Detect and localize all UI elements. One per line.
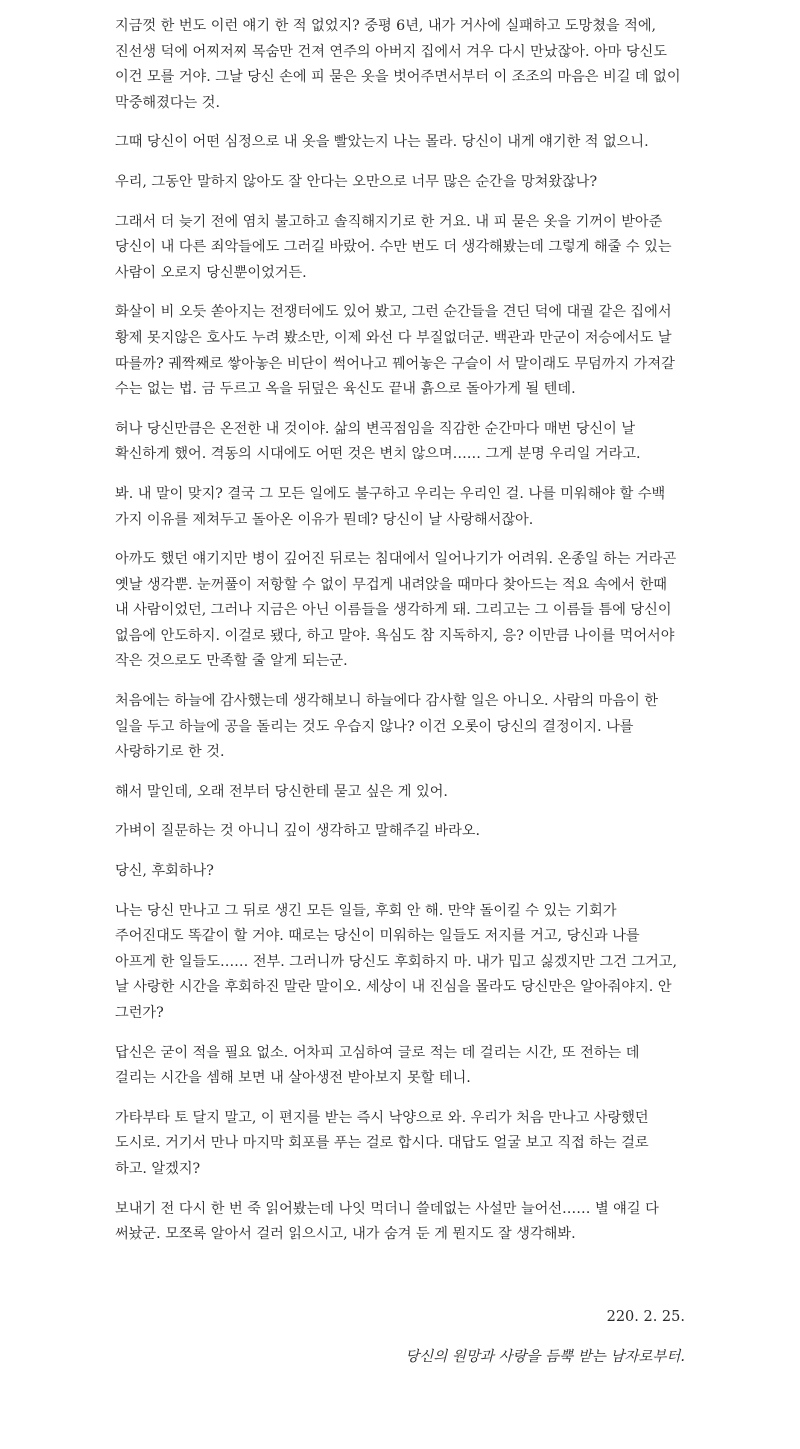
paragraph-13: 나는 당신 만나고 그 뒤로 생긴 모든 일들, 후회 안 해. 만약 돌이킬 수 있는 기회가 주어진대도 똑같이 할 거야. 때로는 당신이 미워하는 일들도 저지를 거고, 당신과 나를 아프게 한 일들도…… 전부. 그러니까 당신도 후회하지 마. 내가 밉고 싫겠지만 그건 그거고, 날 사랑한 시간을 후회하진 말란 말이오. 세상이 내 진심을 몰라도 당신만은 알아줘야지. 안 그런가? [115,902,677,1021]
paragraph-9: 처음에는 하늘에 감사했는데 생각해보니 하늘에다 감사할 일은 아니오. 사람의 마음이 한 일을 두고 하늘에 공을 돌리는 것도 우습지 않나? 이건 오롯이 당신의 결정이지. 나를 사랑하기로 한 것. [115,693,658,761]
paragraph-16: 보내기 전 다시 한 번 죽 읽어봤는데 나잇 먹더니 쓸데없는 사설만 늘어선…… 별 얘길 다 써놨군. 모쪼록 알아서 걸러 읽으시고, 내가 숨겨 둔 게 뭔지도 잘 생각해봐. [115,1200,659,1243]
paragraph-11: 가벼이 질문하는 것 아니니 깊이 생각하고 말해주길 바라오. [115,823,481,840]
paragraph-10: 해서 말인데, 오래 전부터 당신한테 묻고 싶은 게 있어. [115,783,448,800]
paragraph-6: 허나 당신만큼은 온전한 내 것이야. 삶의 변곡점임을 직감한 순간마다 매번 당신이 날 확신하게 했어. 격동의 시대에도 어떤 것은 변치 않으며…… 그게 분명 우리일 거라고. [115,420,641,463]
paragraph-4: 그래서 더 늦기 전에 염치 불고하고 솔직해지기로 한 거요. 내 피 묻은 옷을 기꺼이 받아준 당신이 내 다른 죄악들에도 그러길 바랐어. 수만 번도 더 생각해봤는데 그렇게 해줄 수 있는 사람이 오로지 당신뿐이었거든. [115,213,672,281]
letter-date: 220. 2. 25. [606,1308,685,1325]
paragraph-1: 지금껏 한 번도 이런 얘기 한 적 없었지? 중평 6년, 내가 거사에 실패하고 도망쳤을 적에, 진선생 덕에 어찌저찌 목숨만 건져 연주의 아버지 집에서 겨우 다시 만났잖아. 아마 당신도 이건 모를 거야. 그날 당신 손에 피 묻은 옷을 벗어주면서부터 이 조조의 마음은 비길 데 없이 막중해졌다는 것. [115,18,681,111]
paragraph-8: 아까도 했던 얘기지만 병이 깊어진 뒤로는 침대에서 일어나기가 어려워. 온종일 하는 거라곤 옛날 생각뿐. 눈꺼풀이 저항할 수 없이 무겁게 내려앉을 때마다 찾아드는 적요 속에서 한때 내 사람이었던, 그러나 지금은 아닌 이름들을 생각하게 돼. 그리고는 그 이름들 틈에 당신이 없음에 안도하지. 이걸로 됐다, 하고 말야. 욕심도 참 지독하지, 응? 이만큼 나이를 먹어서야 작은 것으로도 만족할 줄 알게 되는군. [115,551,677,670]
letter-signature: 당신의 원망과 사랑을 듬뿍 받는 남자로부터. [405,1348,685,1365]
paragraph-3: 우리, 그동안 말하지 않아도 잘 안다는 오만으로 너무 많은 순간을 망쳐왔잖나? [115,173,598,190]
paragraph-15: 가타부타 토 달지 말고, 이 편지를 받는 즉시 낙양으로 와. 우리가 처음 만나고 사랑했던 도시로. 거기서 만나 마지막 회포를 푸는 걸로 합시다. 대답도 얼굴 보고 직접 하는 걸로 하고. 알겠지? [115,1109,649,1177]
paragraph-14: 답신은 굳이 적을 필요 없소. 어차피 고심하여 글로 적는 데 걸리는 시간, 또 전하는 데 걸리는 시간을 셈해 보면 내 살아생전 받아보지 못할 테니. [115,1044,640,1087]
closing-spacer [115,1262,685,1304]
paragraph-2: 그때 당신이 어떤 심정으로 내 옷을 빨았는지 나는 몰라. 당신이 내게 얘기한 적 없으니. [115,134,649,151]
paragraph-7: 봐. 내 말이 맞지? 결국 그 모든 일에도 불구하고 우리는 우리인 걸. 나를 미워해야 할 수백 가지 이유를 제쳐두고 돌아온 이유가 뭔데? 당신이 날 사랑해서잖아. [115,485,666,528]
paragraph-5: 화살이 비 오듯 쏟아지는 전쟁터에도 있어 봤고, 그런 순간들을 견딘 덕에 대궐 같은 집에서 황제 못지않은 호사도 누려 봤소만, 이제 와선 다 부질없더군. 백관과 만군이 저승에서도 날 따를까? 궤짝째로 쌓아놓은 비단이 썩어나고 꿰어놓은 구슬이 서 말이래도 무덤까지 가져갈 수는 없는 법. 금 두르고 옥을 뒤덮은 육신도 끝내 흙으로 돌아가게 될 텐데. [115,304,675,398]
paragraph-12: 당신, 후회하나? [115,863,214,880]
